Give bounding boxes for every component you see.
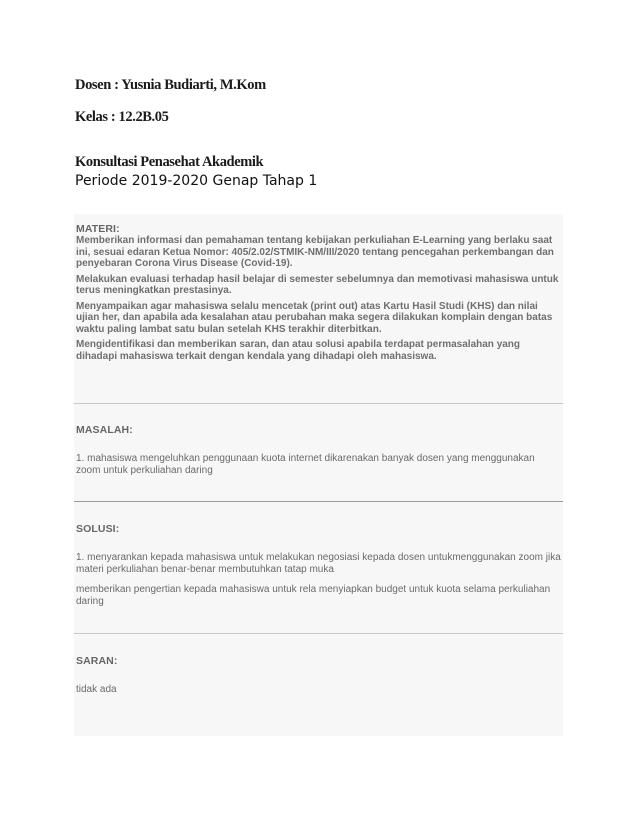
class-code: Kelas : 12.2B.05	[75, 109, 169, 125]
saran-label: SARAN:	[76, 655, 118, 667]
lecturer-name: Dosen : Yusnia Budiarti, M.Kom	[75, 77, 266, 93]
section-divider	[74, 633, 563, 634]
solusi-section	[74, 523, 563, 607]
materi-paragraph: Menyampaikan agar mahasiswa selalu mencetak (print out) atas Kartu Hasil Studi (KHS) dan nilai ujian her, dan apabila ada kesalahan atau perubahan maka segera dilakukan komplain dengan batas waktu paling lambat satu bulan setelah KHS terakhir diterbitkan.	[76, 300, 553, 335]
period-subtitle: Periode 2019-2020 Genap Tahap 1	[75, 173, 318, 189]
masalah-section	[74, 424, 563, 476]
solusi-paragraph: 1. menyarankan kepada mahasiswa untuk melakukan negosiasi kepada dosen untukmenggunakan zoom jika materi perkuliahan benar-benar membutuhkan tatap muka	[76, 552, 561, 575]
saran-section	[74, 655, 563, 696]
saran-paragraph: tidak ada	[76, 684, 117, 695]
section-divider	[74, 403, 563, 404]
masalah-paragraph: 1. mahasiswa mengeluhkan penggunaan kuota internet dikarenakan banyak dosen yang menggunakan zoom untuk perkuliahan daring	[76, 453, 535, 476]
materi-paragraph: Memberikan informasi dan pemahaman tentang kebijakan perkuliahan E-Learning yang berlaku saat ini, sesuai edaran Ketua Nomor: 405/2.02/STMIK-NM/III/2020 tentang pencegahan perkembangan dan penyebaran Corona Virus Disease (Covid-19).	[76, 235, 554, 269]
consultation-form	[74, 214, 563, 736]
materi-paragraph: Melakukan evaluasi terhadap hasil belajar di semester sebelumnya dan memotivasi mahasiswa untuk terus meningkatkan prestasinya.	[76, 273, 559, 296]
document-header	[75, 76, 565, 190]
section-divider	[74, 501, 563, 502]
materi-label: MATERI:	[76, 223, 120, 235]
solusi-label: SOLUSI:	[76, 523, 120, 535]
document-title: Konsultasi Penasehat Akademik	[75, 154, 264, 170]
solusi-paragraph: memberikan pengertian kepada mahasiswa untuk rela menyiapkan budget untuk kuota selama perkuliahan daring	[76, 584, 551, 607]
materi-paragraph: Mengidentifikasi dan memberikan saran, dan atau solusi apabila terdapat permasalahan yang dihadapi mahasiswa terkait dengan kendala yang dihadapi oleh mahasiswa.	[76, 339, 521, 362]
materi-section	[74, 223, 563, 362]
masalah-label: MASALAH:	[76, 424, 133, 436]
